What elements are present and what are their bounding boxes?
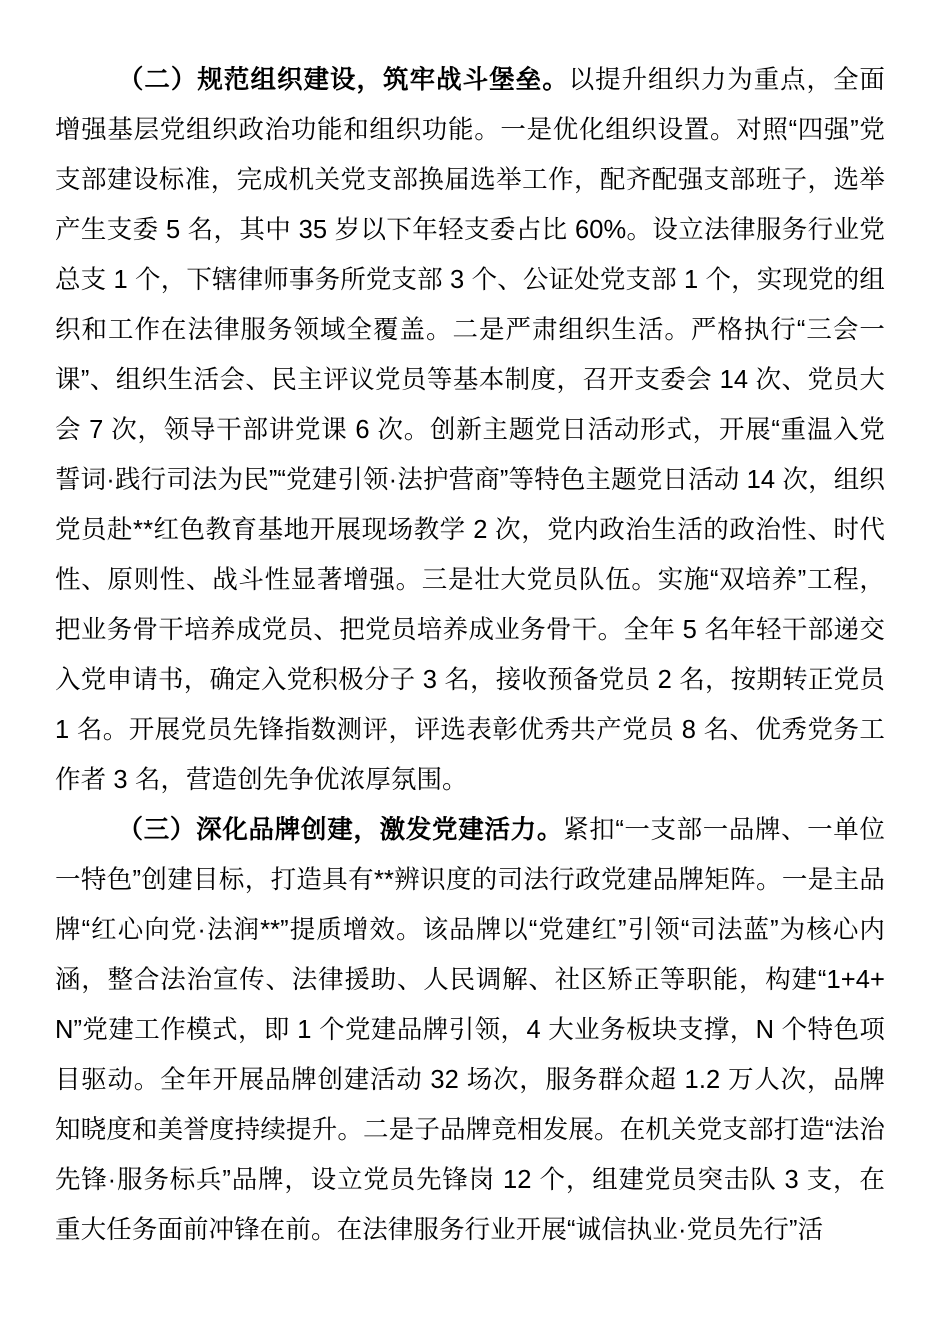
paragraph-section-2	[55, 55, 885, 805]
paragraph-section-3	[55, 805, 885, 1255]
section-3-heading: （三）深化品牌创建，激发党建活力。	[117, 816, 564, 844]
section-2-heading: （二）规范组织建设，筑牢战斗堡垒。	[117, 66, 569, 94]
section-2-body: 以提升组织力为重点，全面增强基层党组织政治功能和组织功能。一是优化组织设置。对照“四强”党支部建设标准，完成机关党支部换届选举工作，配齐配强支部班子，选举产生支委 5 名，其中 35 岁以下年轻支委占比 60%。设立法律服务行业党总支 1 个，下辖律师事务所党支部 3 个、公证处党支部 1 个，实现党的组织和工作在法律服务领域全覆盖。二是严肃组织生活。严格执行“三会一课”、组织生活会、民主评议党员等基本制度，召开支委会 14 次、党员大会 7 次，领导干部讲党课 6 次。创新主题党日活动形式，开展“重温入党誓词·践行司法为民”“党建引领·法护营商”等特色主题党日活动 14 次，组织党员赴**红色教育基地开展现场教学 2 次，党内政治生活的政治性、时代性、原则性、战斗性显著增强。三是壮大党员队伍。实施“双培养”工程，把业务骨干培养成党员、把党员培养成业务骨干。全年 5 名年轻干部递交入党申请书，确定入党积极分子 3 名，接收预备党员 2 名，按期转正党员 1 名。开展党员先锋指数测评，评选表彰优秀共产党员 8 名、优秀党务工作者 3 名，营造创先争优浓厚氛围。	[55, 66, 885, 794]
section-3-body: 紧扣“一支部一品牌、一单位一特色”创建目标，打造具有**辨识度的司法行政党建品牌矩阵。一是主品牌“红心向党·法润**”提质增效。该品牌以“党建红”引领“司法蓝”为核心内涵，整合法治宣传、法律援助、人民调解、社区矫正等职能，构建“1+4+N”党建工作模式，即 1 个党建品牌引领，4 大业务板块支撑，N 个特色项目驱动。全年开展品牌创建活动 32 场次，服务群众超 1.2 万人次，品牌知晓度和美誉度持续提升。二是子品牌竞相发展。在机关党支部打造“法治先锋·服务标兵”品牌，设立党员先锋岗 12 个，组建党员突击队 3 支，在重大任务面前冲锋在前。在法律服务行业开展“诚信执业·党员先行”活	[55, 816, 886, 1244]
document-body	[55, 55, 885, 1255]
